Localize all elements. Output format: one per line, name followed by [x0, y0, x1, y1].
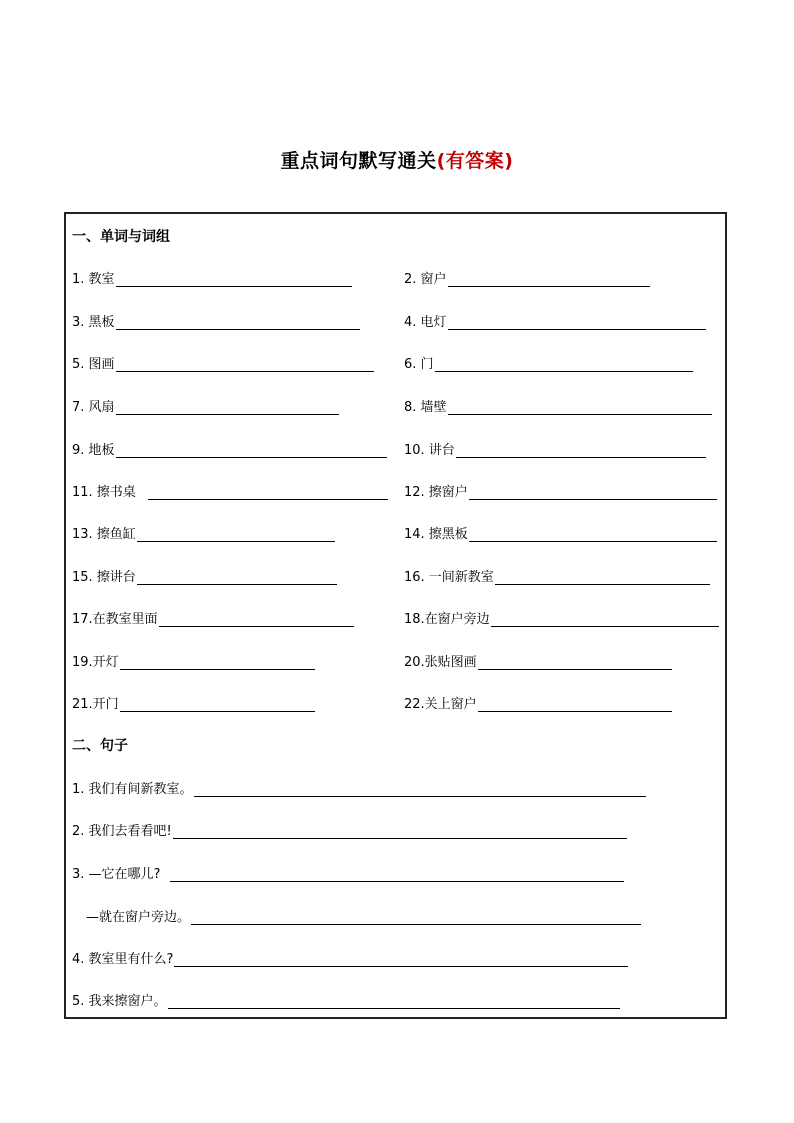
sentence-label: —就在窗户旁边。 — [86, 910, 191, 925]
word-label: 14. 擦黑板 — [404, 527, 468, 542]
answer-blank[interactable] — [116, 315, 360, 330]
sentence-item — [72, 990, 620, 1009]
word-item — [404, 481, 717, 500]
word-item — [404, 608, 719, 627]
word-item — [404, 566, 710, 585]
word-label: 17.在教室里面 — [72, 612, 158, 627]
word-item — [404, 311, 706, 330]
word-label: 1. 教室 — [72, 272, 115, 287]
answer-blank[interactable] — [448, 315, 706, 330]
word-item — [72, 608, 354, 627]
word-label: 16. 一间新教室 — [404, 570, 494, 585]
word-item — [72, 481, 388, 500]
answer-blank[interactable] — [448, 272, 650, 287]
word-label: 12. 擦窗户 — [404, 485, 468, 500]
answer-blank[interactable] — [448, 400, 712, 415]
answer-blank[interactable] — [469, 527, 717, 542]
answer-tag: (有答案) — [436, 150, 514, 172]
word-label: 9. 地板 — [72, 443, 115, 458]
answer-blank[interactable] — [116, 443, 387, 458]
word-label: 21.开门 — [72, 697, 119, 712]
word-item — [72, 396, 339, 415]
word-item — [72, 651, 315, 670]
word-label: 5. 图画 — [72, 357, 115, 372]
answer-blank[interactable] — [495, 570, 710, 585]
answer-blank[interactable] — [148, 485, 388, 500]
word-item — [72, 311, 360, 330]
answer-blank[interactable] — [478, 697, 672, 712]
sentence-label: 1. 我们有间新教室。 — [72, 782, 193, 797]
word-label: 6. 门 — [404, 357, 434, 372]
page-title-main: 重点词句默写通关 — [280, 150, 437, 172]
answer-blank[interactable] — [173, 824, 627, 839]
word-label: 7. 风扇 — [72, 400, 115, 415]
page-title — [0, 146, 794, 173]
answer-blank[interactable] — [194, 782, 646, 797]
sentence-item — [72, 778, 646, 797]
word-item — [404, 439, 706, 458]
answer-blank[interactable] — [120, 697, 315, 712]
answer-blank[interactable] — [137, 570, 337, 585]
word-item — [404, 523, 717, 542]
answer-blank[interactable] — [491, 612, 719, 627]
answer-blank[interactable] — [191, 910, 641, 925]
answer-blank[interactable] — [469, 485, 717, 500]
word-item — [72, 566, 337, 585]
answer-blank[interactable] — [159, 612, 354, 627]
word-item — [72, 523, 335, 542]
answer-blank[interactable] — [170, 867, 624, 882]
word-item — [72, 693, 315, 712]
answer-blank[interactable] — [478, 655, 672, 670]
sentence-label: 3. —它在哪儿? — [72, 867, 161, 882]
word-label: 3. 黑板 — [72, 315, 115, 330]
word-item — [404, 693, 672, 712]
sentence-item — [86, 906, 641, 925]
section-heading-words: 一、单词与词组 — [72, 229, 170, 245]
sentence-label: 4. 教室里有什么? — [72, 952, 174, 967]
word-label: 13. 擦鱼缸 — [72, 527, 136, 542]
sentence-item — [72, 820, 627, 839]
sentence-item — [72, 863, 624, 882]
word-item — [404, 651, 672, 670]
word-label: 18.在窗户旁边 — [404, 612, 490, 627]
word-label: 8. 墙壁 — [404, 400, 447, 415]
sentence-label: 5. 我来擦窗户。 — [72, 994, 167, 1009]
answer-blank[interactable] — [435, 357, 693, 372]
word-item — [404, 353, 693, 372]
answer-blank[interactable] — [116, 357, 374, 372]
answer-blank[interactable] — [137, 527, 335, 542]
word-item — [72, 353, 374, 372]
word-item — [72, 268, 352, 287]
answer-blank[interactable] — [174, 952, 628, 967]
word-label: 22.关上窗户 — [404, 697, 477, 712]
word-label: 19.开灯 — [72, 655, 119, 670]
section-heading-sentences: 二、句子 — [72, 738, 128, 754]
word-label: 2. 窗户 — [404, 272, 447, 287]
word-label: 20.张贴图画 — [404, 655, 477, 670]
answer-blank[interactable] — [116, 272, 352, 287]
word-item — [72, 439, 387, 458]
answer-blank[interactable] — [456, 443, 706, 458]
word-label: 11. 擦书桌 — [72, 485, 136, 500]
word-label: 15. 擦讲台 — [72, 570, 136, 585]
word-label: 4. 电灯 — [404, 315, 447, 330]
answer-blank[interactable] — [120, 655, 315, 670]
sentence-item — [72, 948, 628, 967]
word-item — [404, 396, 712, 415]
answer-blank[interactable] — [116, 400, 339, 415]
answer-blank[interactable] — [168, 994, 620, 1009]
word-item — [404, 268, 650, 287]
sentence-label: 2. 我们去看看吧! — [72, 824, 172, 839]
word-label: 10. 讲台 — [404, 443, 455, 458]
